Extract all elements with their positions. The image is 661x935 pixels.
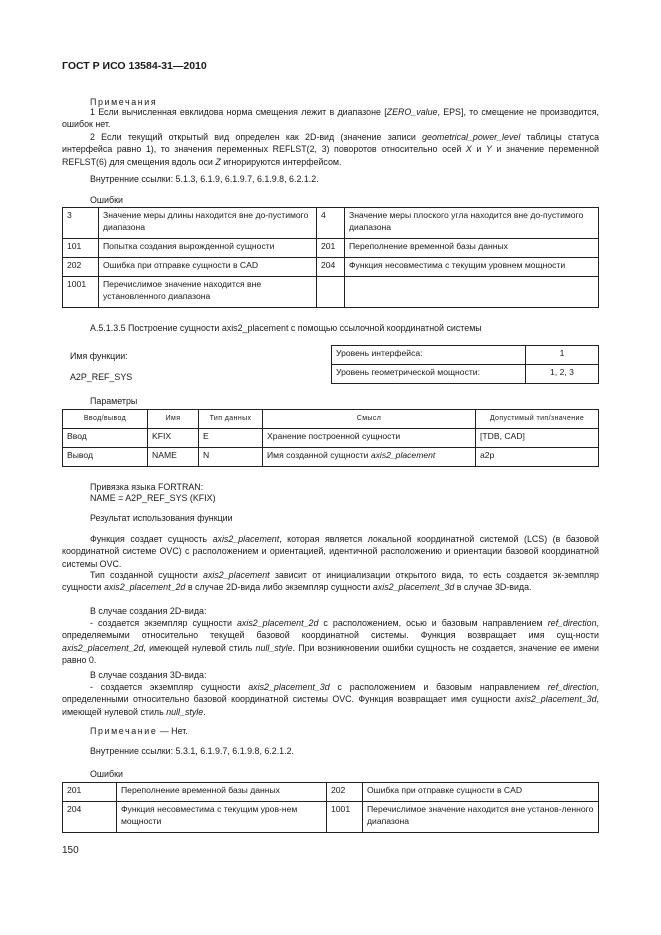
error-text: Значение меры плоского угла находится вне до-пустимого диапазона bbox=[345, 208, 599, 239]
note-none: Примечание — Нет. bbox=[90, 726, 188, 736]
error-code: 101 bbox=[63, 239, 99, 258]
errors-label-1: Ошибки bbox=[90, 195, 123, 205]
errors-table-2 bbox=[62, 782, 599, 833]
body-paragraph: - создается экземпляр сущности axis2_placement_3d с расположением и базовым направлением ref_direction, определенными относительно базовой координатной системы OVC. Функция возвращает имя сущности axis2_placement_3d, имеющей нулевой стиль null_style. bbox=[62, 682, 600, 717]
notes-heading: Примечания bbox=[90, 97, 158, 107]
body-paragraph: Тип созданной сущности axis2_placement зависит от инициализации открытого вида, то есть создается эк-земпляр сущности axis2_placement_2d в случае 2D-вида либо экземпляр сущности axis2_placement_3d в случае 3D-вида. bbox=[62, 570, 599, 593]
param-name: KFIX bbox=[148, 429, 199, 448]
error-text: Ошибка при отправке сущности в CAD bbox=[99, 258, 317, 277]
section-title: А.5.1.3.5 Построение сущности axis2_placement с помощью ссылочной координатной системы bbox=[90, 323, 482, 333]
param-type: E bbox=[199, 429, 263, 448]
page-number: 150 bbox=[62, 845, 79, 856]
error-code: 3 bbox=[63, 208, 99, 239]
internal-refs-1: Внутренние ссылки: 5.1.3, 6.1.9, 6.1.9.7, 6.1.9.8, 6.2.1.2. bbox=[90, 174, 319, 184]
error-text: Переполнение временной базы данных bbox=[345, 239, 599, 258]
column-header: Ввод/вывод bbox=[63, 410, 148, 429]
column-header: Имя bbox=[148, 410, 199, 429]
param-type: N bbox=[199, 448, 263, 467]
error-code: 202 bbox=[63, 258, 99, 277]
error-code: 201 bbox=[317, 239, 345, 258]
error-text bbox=[345, 277, 599, 308]
body-paragraph: Функция создает сущность axis2_placement, которая является локальной координатной системой (LCS) (в базовой координатной системе OVC) с расположением и ориентацией, идентичной расположению и ориентации базовой координатной системы OVC. bbox=[62, 534, 599, 569]
params-table bbox=[62, 409, 599, 467]
error-text: Перечислимое значение находится вне установ-ленного диапазона bbox=[363, 802, 599, 833]
error-code bbox=[317, 277, 345, 308]
page-header: ГОСТ Р ИСО 13584-31—2010 bbox=[62, 60, 207, 72]
body-paragraph: В случае создания 2D-вида: bbox=[90, 606, 207, 616]
error-code: 204 bbox=[317, 258, 345, 277]
column-header: Смысл bbox=[263, 410, 476, 429]
error-text: Ошибка при отправке сущности в CAD bbox=[363, 783, 599, 802]
param-io: Вывод bbox=[63, 448, 148, 467]
error-code: 204 bbox=[63, 802, 117, 833]
table-row bbox=[63, 258, 599, 277]
table-row bbox=[63, 802, 599, 833]
power-level-value: 1, 2, 3 bbox=[526, 365, 599, 384]
errors-label-2: Ошибки bbox=[90, 769, 123, 779]
result-label: Результат использования функции bbox=[90, 513, 233, 523]
errors-table-1 bbox=[62, 207, 599, 308]
error-code: 4 bbox=[317, 208, 345, 239]
error-text: Функция несовместима с текущим уров-нем мощности bbox=[117, 802, 327, 833]
interface-level-label: Уровень интерфейса: bbox=[332, 346, 526, 365]
param-io: Ввод bbox=[63, 429, 148, 448]
table-row bbox=[332, 346, 599, 365]
table-row bbox=[63, 208, 599, 239]
fortran-binding-label: Привязка языка FORTRAN: bbox=[90, 482, 204, 492]
note-2: 2 Если текущий открытый вид определен как 2D-вид (значение записи geometrical_power_level таблицы статуса интерфейса равно 1), то значения переменных REFLST(2, 3) поворотов относительно осей X и Y и значение переменной REFLST(6) для смещения вдоль оси Z игнорируются интерфейсом. bbox=[62, 132, 600, 167]
table-header-row bbox=[63, 410, 599, 429]
function-name: A2P_REF_SYS bbox=[70, 372, 133, 382]
body-paragraph: - создается экземпляр сущности axis2_placement_2d с расположением, осью и базовым направлением ref_direction, определяемыми относительно текущей базовой координатной системы. Функция возвращает имя сущ-ности axis2_placement_2d, имеющей нулевой стиль null_style. При возникновении ошибки сущность не создается, значение ее имени равно 0. bbox=[62, 618, 599, 665]
table-row bbox=[63, 429, 599, 448]
error-text: Перечислимое значение находится вне установленного диапазона bbox=[99, 277, 317, 308]
error-code: 1001 bbox=[63, 277, 99, 308]
param-value: a2p bbox=[476, 448, 599, 467]
body-paragraph: В случае создания 3D-вида: bbox=[90, 670, 207, 680]
column-header: Допустимый тип/значение bbox=[476, 410, 599, 429]
function-levels-table bbox=[331, 345, 599, 384]
param-value: [TDB, CAD] bbox=[476, 429, 599, 448]
function-name-label: Имя функции: bbox=[70, 351, 128, 361]
table-row bbox=[63, 239, 599, 258]
error-code: 1001 bbox=[327, 802, 363, 833]
internal-refs-2: Внутренние ссылки: 5.3.1, 6.1.9.7, 6.1.9.8, 6.2.1.2. bbox=[90, 746, 294, 756]
error-text: Функция несовместима с текущим уровнем мощности bbox=[345, 258, 599, 277]
power-level-label: Уровень геометрической мощности: bbox=[332, 365, 526, 384]
error-text: Попытка создания вырожденной сущности bbox=[99, 239, 317, 258]
fortran-binding-code: NAME = A2P_REF_SYS (KFIX) bbox=[90, 493, 216, 503]
column-header: Тип данных bbox=[199, 410, 263, 429]
note-1: 1 Если вычисленная евклидова норма смещения лежит в диапазоне [ZERO_value, EPS], то смещение не производится, ошибок нет. bbox=[62, 107, 600, 130]
table-row bbox=[63, 448, 599, 467]
table-row bbox=[63, 277, 599, 308]
error-text: Значение меры длины находится вне до-пустимого диапазона bbox=[99, 208, 317, 239]
table-row bbox=[332, 365, 599, 384]
table-row bbox=[63, 783, 599, 802]
error-code: 202 bbox=[327, 783, 363, 802]
params-label: Параметры bbox=[90, 396, 138, 406]
param-name: NAME bbox=[148, 448, 199, 467]
error-code: 201 bbox=[63, 783, 117, 802]
interface-level-value: 1 bbox=[526, 346, 599, 365]
param-meaning: Имя созданной сущности axis2_placement bbox=[263, 448, 476, 467]
error-text: Переполнение временной базы данных bbox=[117, 783, 327, 802]
param-meaning: Хранение построенной сущности bbox=[263, 429, 476, 448]
